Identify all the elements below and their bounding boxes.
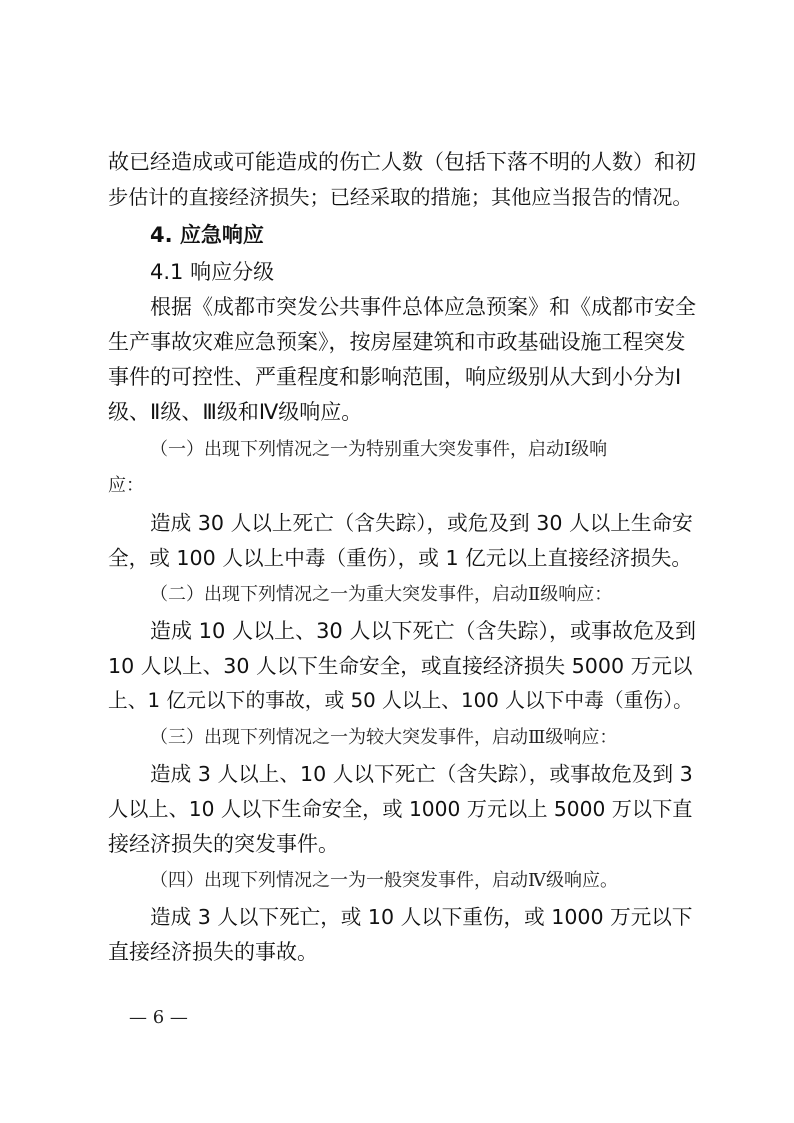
page-number: — 6 —	[129, 1007, 188, 1028]
paragraph-line: 人以上、10 人以下生命安全，或 1000 万元以上 5000 万以下直	[108, 797, 693, 821]
paragraph-line: 故已经造成或可能造成的伤亡人数（包括下落不明的人数）和初	[108, 150, 696, 174]
paragraph-line: 10 人以上、30 人以下生命安全，或直接经济损失 5000 万元以	[108, 654, 693, 678]
paragraph-line: 全，或 100 人以上中毒（重伤），或 1 亿元以上直接经济损失。	[108, 546, 693, 570]
paragraph-line: 直接经济损失的事故。	[108, 940, 318, 964]
section-heading: 4. 应急响应	[150, 223, 264, 247]
paragraph-line: 根据《成都市突发公共事件总体应急预案》和《成都市安全	[150, 295, 696, 319]
subsection-heading: 4.1 响应分级	[150, 260, 275, 284]
paragraph-line: 生产事故灾难应急预案》，按房屋建筑和市政基础设施工程突发	[108, 330, 686, 354]
paragraph-line: 造成 10 人以上、30 人以下死亡（含失踪），或事故危及到	[150, 619, 696, 643]
list-item-heading: （一）出现下列情况之一为特别重大突发事件，启动Ⅰ级响	[150, 439, 608, 460]
paragraph-line: 造成 30 人以上死亡（含失踪），或危及到 30 人以上生命安	[150, 511, 693, 535]
paragraph-line: 接经济损失的突发事件。	[108, 832, 339, 856]
paragraph-line: 造成 3 人以上、10 人以下死亡（含失踪），或事故危及到 3	[150, 762, 693, 786]
paragraph-line: 级、Ⅱ级、Ⅲ级和Ⅳ级响应。	[108, 400, 363, 424]
list-item-heading: 应：	[108, 475, 144, 496]
list-item-heading: （四）出现下列情况之一为一般突发事件，启动Ⅳ级响应。	[150, 870, 618, 891]
list-item-heading: （二）出现下列情况之一为重大突发事件，启动Ⅱ级响应：	[150, 584, 613, 605]
paragraph-line: 步估计的直接经济损失；已经采取的措施；其他应当报告的情况。	[108, 185, 693, 209]
paragraph-line: 上、1 亿元以下的事故，或 50 人以上、100 人以下中毒（重伤）。	[108, 689, 693, 712]
paragraph-line: 造成 3 人以下死亡，或 10 人以下重伤，或 1000 万元以下	[150, 905, 693, 929]
list-item-heading: （三）出现下列情况之一为较大突发事件，启动Ⅲ级响应：	[150, 727, 618, 748]
paragraph-line: 事件的可控性、严重程度和影响范围，响应级别从大到小分为Ⅰ	[108, 365, 682, 389]
